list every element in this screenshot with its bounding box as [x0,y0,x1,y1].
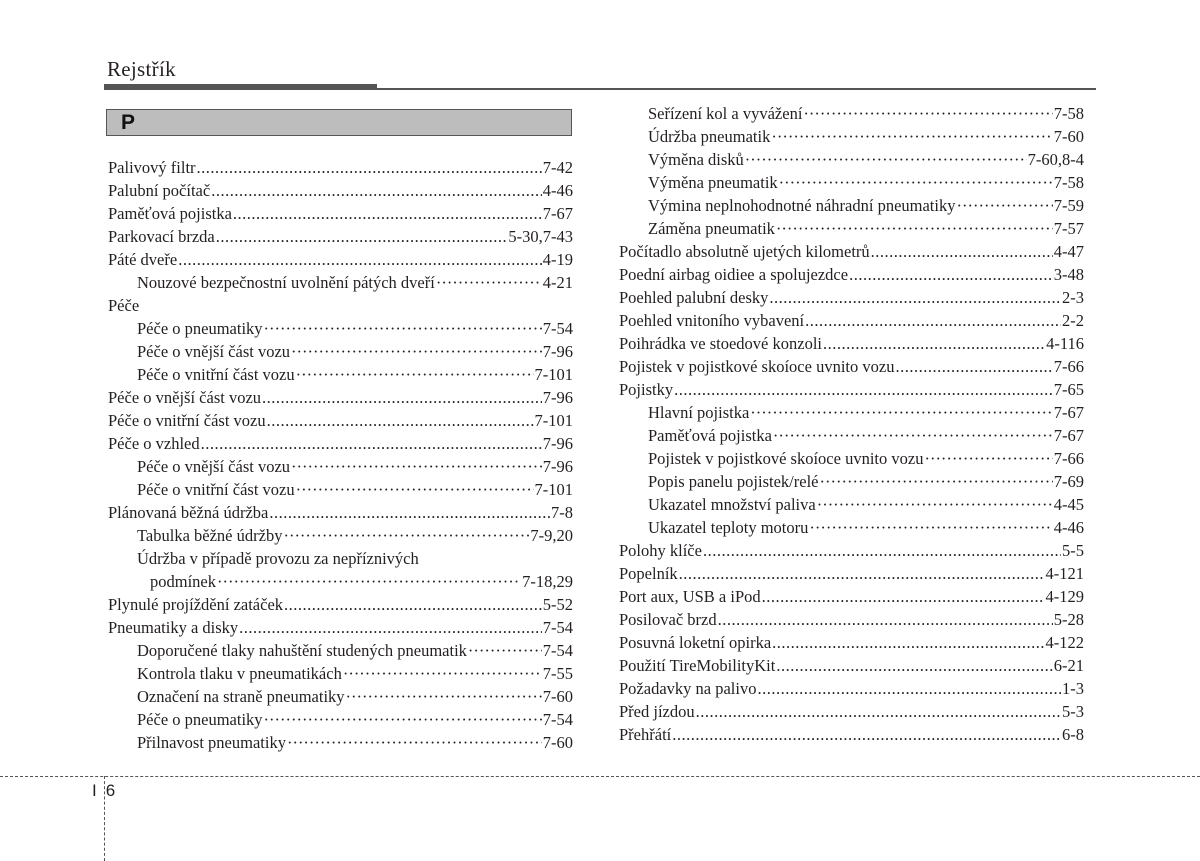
index-entry-term: Pneumatiky a disky [108,618,239,637]
index-entry-term: Označení na straně pneumatiky [137,687,345,706]
dot-leader [745,150,1027,170]
index-entry [619,196,1084,219]
index-entry-term: Výměna disků [648,150,744,169]
index-entry-term: Popis panelu pojistek/relé [648,472,819,491]
index-entry-term: Péče o vnější část vozu [137,342,291,361]
dot-leader [201,434,542,454]
dot-leader [776,656,1052,676]
dot-leader [769,288,1061,308]
index-entry [108,181,573,204]
index-entry-term: Páté dveře [108,250,178,269]
index-entry-term: Péče o pneumatiky [137,319,263,338]
index-entry-page-ref: 7-60 [542,733,573,752]
page-header-title: Rejstřík [107,57,176,81]
index-entry-term: Údržba v případě provozu za nepříznivých [137,549,419,568]
index-entry-term: Počítadlo absolutně ujetých kilometrů [619,242,870,261]
index-entry-page-ref: 7-59 [1053,196,1084,215]
index-entry [108,204,573,227]
index-entry-term: Doporučené tlaky nahuštění studených pneumatik [137,641,467,660]
dot-leader [773,426,1053,446]
index-entry-page-ref: 7-18,29 [522,572,573,591]
index-entry-page-ref: 5-30,7-43 [508,227,573,246]
header-rule-thin [377,88,1096,90]
index-entry-page-ref: 7-55 [542,664,573,683]
index-entry-page-ref: 7-67 [1053,403,1084,422]
index-entry [619,380,1084,403]
index-entry [619,472,1084,495]
index-entry [619,403,1084,426]
index-entry [108,687,573,710]
index-entry [619,288,1084,311]
dot-leader [262,388,542,408]
index-entry-term: Péče [108,296,140,315]
dot-leader [284,595,542,615]
index-entry [108,411,573,434]
index-entry [619,633,1084,656]
index-entry-term: Plánovaná běžná údržba [108,503,269,522]
dot-leader [803,104,1052,124]
index-entry-term: Poehled vnitoního vybavení [619,311,805,330]
dot-leader [343,664,542,684]
index-entry-page-ref: 7-96 [542,342,573,361]
index-entry-term: Posuvná loketní opirka [619,633,772,652]
index-entry-page-ref: 1-3 [1062,679,1084,698]
index-entry [619,541,1084,564]
index-entry-term: Plynulé projíždění zatáček [108,595,284,614]
index-entry-term: Před jízdou [619,702,695,721]
index-entry-term: Péče o vnitřní část vozu [137,480,295,499]
index-column-left [108,158,573,756]
index-entry-page-ref: 5-3 [1062,702,1084,721]
footer-dashed-rule [0,776,1200,777]
index-entry [619,656,1084,679]
index-entry-page-ref: 3-48 [1053,265,1084,284]
index-entry-page-ref: 7-54 [542,710,573,729]
dot-leader [871,242,1053,262]
index-entry-term: Údržba pneumatik [648,127,771,146]
index-entry [619,426,1084,449]
index-entry [108,342,573,365]
index-entry-page-ref: 6-21 [1053,656,1084,675]
dot-leader [346,687,542,707]
page-number-value: 6 [105,781,116,800]
index-entry-term: Kontrola tlaku v pneumatikách [137,664,342,683]
index-entry-term: Přilnavost pneumatiky [137,733,286,752]
index-entry-page-ref: 7-101 [534,480,573,499]
index-entry-page-ref: 4-45 [1053,495,1084,514]
dot-leader [817,495,1053,515]
index-entry-term: Ukazatel teploty motoru [648,518,809,537]
dot-leader [436,273,542,293]
index-entry [619,311,1084,334]
index-entry-term: Posilovač brzd [619,610,717,629]
index-entry-term: Pojistky [619,380,674,399]
index-entry [619,725,1084,748]
index-entry-term: Péče o vnitřní část vozu [108,411,266,430]
index-entry-term: Paměťová pojistka [648,426,772,445]
dot-leader [750,403,1052,423]
index-entry [619,518,1084,541]
index-entry [619,334,1084,357]
index-entry [108,457,573,480]
index-entry [108,480,573,503]
index-entry-term: Péče o vzhled [108,434,200,453]
dot-leader [924,449,1052,469]
index-entry-term: Pojistek v pojistkové skoíoce uvnito vozu [648,449,924,468]
index-entry-page-ref: 7-9,20 [530,526,573,545]
index-entry [619,104,1084,127]
dot-leader [805,311,1061,331]
index-entry [619,610,1084,633]
index-entry-page-ref: 4-121 [1045,564,1084,583]
index-entry [619,242,1084,265]
dot-leader [291,342,542,362]
index-entry-page-ref: 7-42 [542,158,573,177]
dot-leader [264,710,542,730]
index-entry-page-ref: 7-96 [542,457,573,476]
index-entry-term: Seřízení kol a vyvážení [648,104,803,123]
dot-leader [197,158,542,178]
index-entry-term: Palubní počítač [108,181,211,200]
index-entry [108,549,573,572]
dot-leader [956,196,1052,216]
index-entry-page-ref: 7-67 [1053,426,1084,445]
index-entry-page-ref: 7-96 [542,388,573,407]
index-entry-term: Popelník [619,564,678,583]
dot-leader [895,357,1052,377]
index-entry-page-ref: 4-116 [1046,334,1084,353]
index-entry-page-ref: 7-54 [542,641,573,660]
dot-leader [672,725,1061,745]
index-entry-page-ref: 5-5 [1062,541,1084,560]
index-entry-page-ref: 7-60 [1053,127,1084,146]
dot-leader [178,250,542,270]
index-entry-page-ref: 4-47 [1053,242,1084,261]
index-entry-page-ref: 2-3 [1062,288,1084,307]
dot-leader [757,679,1061,699]
index-entry [108,388,573,411]
index-entry [619,564,1084,587]
dot-leader [283,526,529,546]
dot-leader [674,380,1053,400]
index-entry [108,664,573,687]
index-entry-term: Výměna pneumatik [648,173,778,192]
index-entry-term: Nouzové bezpečnostní uvolnění pátých dveří [137,273,435,292]
index-entry-term: Port aux, USB a iPod [619,587,761,606]
index-entry-term: Parkovací brzda [108,227,215,246]
index-entry [108,250,573,273]
index-entry-term: Péče o vnější část vozu [137,457,291,476]
index-entry-term: Poihrádka ve stoedové konzoli [619,334,822,353]
index-entry [619,127,1084,150]
index-entry [108,503,573,526]
index-entry-page-ref: 7-101 [534,365,573,384]
dot-leader [809,518,1052,538]
index-entry-page-ref: 7-60,8-4 [1027,150,1084,169]
index-entry-term: Záměna pneumatik [648,219,775,238]
index-entry-page-ref: 2-2 [1062,311,1084,330]
dot-leader [239,618,542,638]
index-entry-term: Přehřátí [619,725,672,744]
index-entry [108,733,573,756]
page-section-letter: I [92,781,97,800]
index-entry-page-ref: 7-101 [534,411,573,430]
index-entry-page-ref: 7-60 [542,687,573,706]
index-entry-page-ref: 4-19 [542,250,573,269]
dot-leader [762,587,1045,607]
index-entry-page-ref: 7-69 [1053,472,1084,491]
index-entry-term: Hlavní pojistka [648,403,750,422]
dot-leader [718,610,1053,630]
dot-leader [296,480,534,500]
index-entry [108,273,573,296]
dot-leader [296,365,534,385]
dot-leader [468,641,542,661]
index-entry-term: Palivový filtr [108,158,196,177]
index-entry-term: Požadavky na palivo [619,679,757,698]
index-entry [619,702,1084,725]
index-entry [108,572,573,595]
index-entry [108,365,573,388]
index-entry [619,587,1084,610]
index-entry [619,265,1084,288]
index-entry [108,595,573,618]
index-entry-page-ref: 7-54 [542,618,573,637]
index-entry [619,150,1084,173]
dot-leader [772,633,1044,653]
index-entry-term: Ukazatel množství paliva [648,495,816,514]
index-entry-page-ref: 7-96 [542,434,573,453]
index-entry-page-ref: 4-46 [1053,518,1084,537]
index-entry [108,641,573,664]
index-entry-page-ref: 7-54 [542,319,573,338]
dot-leader [216,227,508,247]
index-entry [108,227,573,250]
index-entry-page-ref: 6-8 [1062,725,1084,744]
index-entry [108,158,573,181]
index-entry-page-ref: 7-67 [542,204,573,223]
index-entry-page-ref: 5-28 [1053,610,1084,629]
dot-leader [217,572,521,592]
index-entry-term: Poehled palubní desky [619,288,769,307]
index-entry [108,618,573,641]
index-entry-page-ref: 7-58 [1053,173,1084,192]
index-entry-page-ref: 7-57 [1053,219,1084,238]
index-entry-term: podmínek [150,572,216,591]
index-entry-page-ref: 7-66 [1053,449,1084,468]
dot-leader [291,457,542,477]
index-entry-page-ref: 4-21 [542,273,573,292]
index-entry-term: Pojistek v pojistkové skoíoce uvnito vozu [619,357,895,376]
index-entry-term: Poední airbag oidiee a spolujezdce [619,265,849,284]
index-entry [108,296,573,319]
dot-leader [776,219,1053,239]
section-letter: P [121,111,136,134]
dot-leader [264,319,542,339]
page-number [92,781,115,801]
index-entry [619,357,1084,380]
index-entry-page-ref: 7-8 [551,503,573,522]
index-entry [619,219,1084,242]
dot-leader [696,702,1061,722]
index-entry-term: Péče o vnitřní část vozu [137,365,295,384]
index-entry [619,679,1084,702]
header-rule-thick [104,84,377,90]
index-column-right [619,104,1084,748]
dot-leader [267,411,534,431]
index-entry-page-ref: 4-129 [1045,587,1084,606]
index-entry-term: Použití TireMobilityKit [619,656,776,675]
dot-leader [233,204,542,224]
dot-leader [823,334,1045,354]
dot-leader [779,173,1053,193]
index-entry-term: Péče o vnější část vozu [108,388,262,407]
dot-leader [269,503,550,523]
dot-leader [849,265,1053,285]
index-entry-term: Péče o pneumatiky [137,710,263,729]
index-entry [108,319,573,342]
index-entry [108,434,573,457]
index-entry [108,526,573,549]
index-entry [619,449,1084,472]
index-entry-page-ref: 4-46 [542,181,573,200]
index-entry [108,710,573,733]
dot-leader [771,127,1052,147]
index-entry-term: Paměťová pojistka [108,204,232,223]
index-entry-term: Tabulka běžné údržby [137,526,283,545]
dot-leader [287,733,542,753]
index-entry-page-ref: 7-58 [1053,104,1084,123]
index-entry-term: Polohy klíče [619,541,702,560]
index-entry [619,173,1084,196]
index-entry [619,495,1084,518]
index-entry-page-ref: 7-66 [1053,357,1084,376]
dot-leader [679,564,1045,584]
index-entry-page-ref: 4-122 [1045,633,1084,652]
index-entry-page-ref: 5-52 [542,595,573,614]
dot-leader [211,181,542,201]
index-entry-term: Výmina neplnohodnotné náhradní pneumatiky [648,196,956,215]
index-entry-page-ref: 7-65 [1053,380,1084,399]
dot-leader [819,472,1052,492]
section-header-box [106,109,572,136]
dot-leader [703,541,1061,561]
